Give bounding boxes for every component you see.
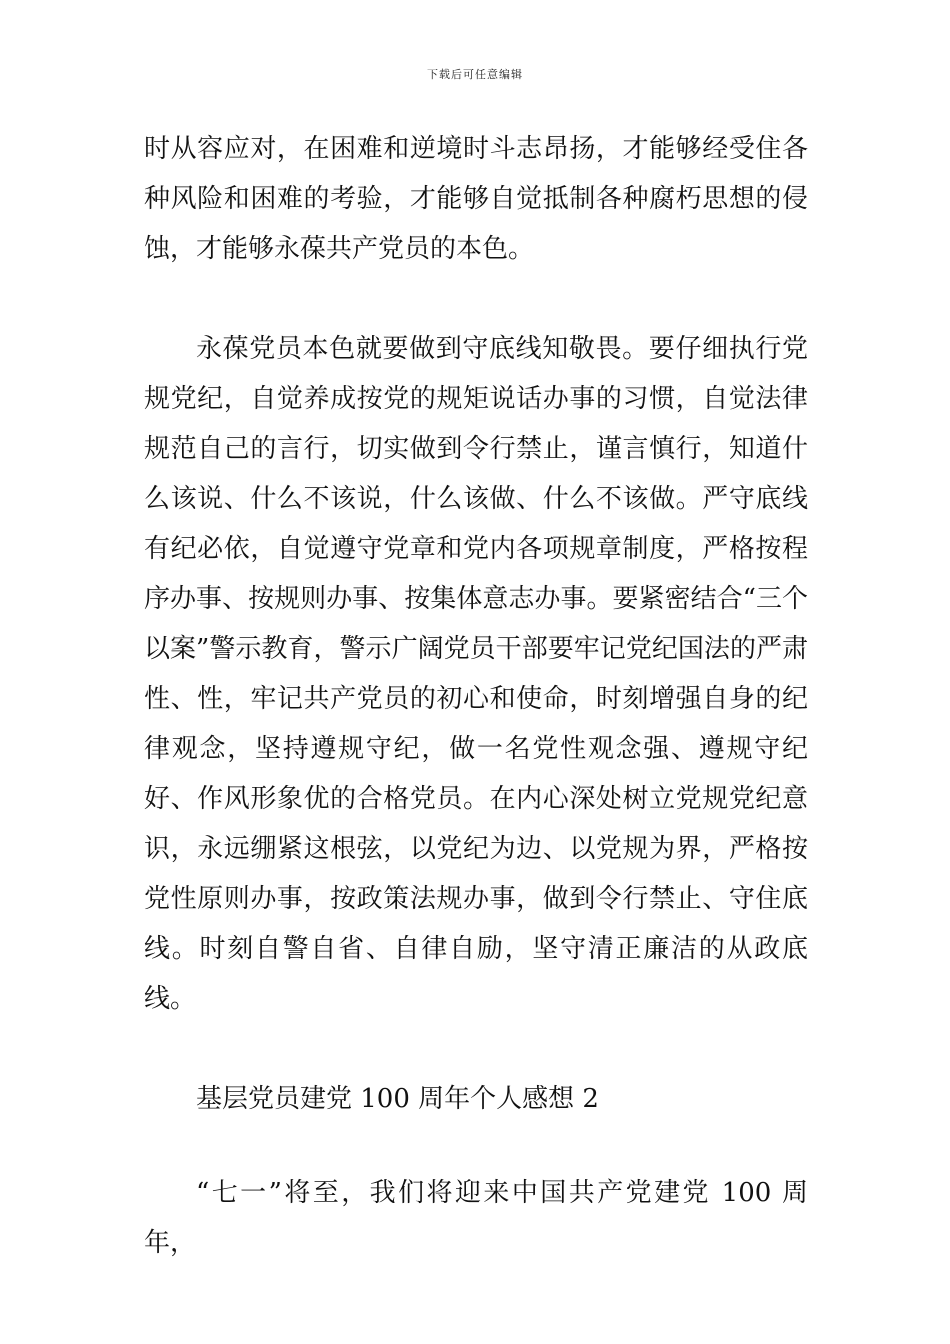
- section-heading: 基层党员建党 100 周年个人感想 2: [196, 1084, 599, 1114]
- paragraph-3: “七一”将至，我们将迎来中国共产党建党 100 周年，: [144, 1178, 808, 1258]
- paragraph-2: 永葆党员本色就要做到守底线知敬畏。要仔细执行党规党纪，自觉养成按党的规矩说话办事的习惯，自觉法律规范自己的言行，切实做到令行禁止，谨言慎行，知道什么该说、什么不该说，什么该做、什么不该做。严守底线有纪必依，自觉遵守党章和党内各项规章制度，严格按程序办事、按规则办事、按集体意志办事。要紧密结合“三个以案”警示教育，警示广阔党员干部要牢记党纪国法的严肃性、性，牢记共产党员的初心和使命，时刻增强自身的纪律观念，坚持遵规守纪，做一名党性观念强、遵规守纪好、作风形象优的合格党员。在内心深处树立党规党纪意识，永远绷紧这根弦，以党纪为边、以党规为界，严格按党性原则办事，按政策法规办事，做到令行禁止、守住底线。时刻自警自省、自律自励，坚守清正廉洁的从政底线。: [144, 334, 808, 1014]
- paragraph-1: 时从容应对，在困难和逆境时斗志昂扬，才能够经受住各种风险和困难的考验，才能够自觉抵制各种腐朽思想的侵蚀，才能够永葆共产党员的本色。: [144, 134, 808, 264]
- paragraph-gap: [144, 274, 808, 324]
- paragraph-gap: [144, 1124, 808, 1168]
- header-note: 下载后可任意编辑: [427, 68, 523, 81]
- paragraph-gap: [144, 1024, 808, 1074]
- document-body: [144, 124, 808, 1268]
